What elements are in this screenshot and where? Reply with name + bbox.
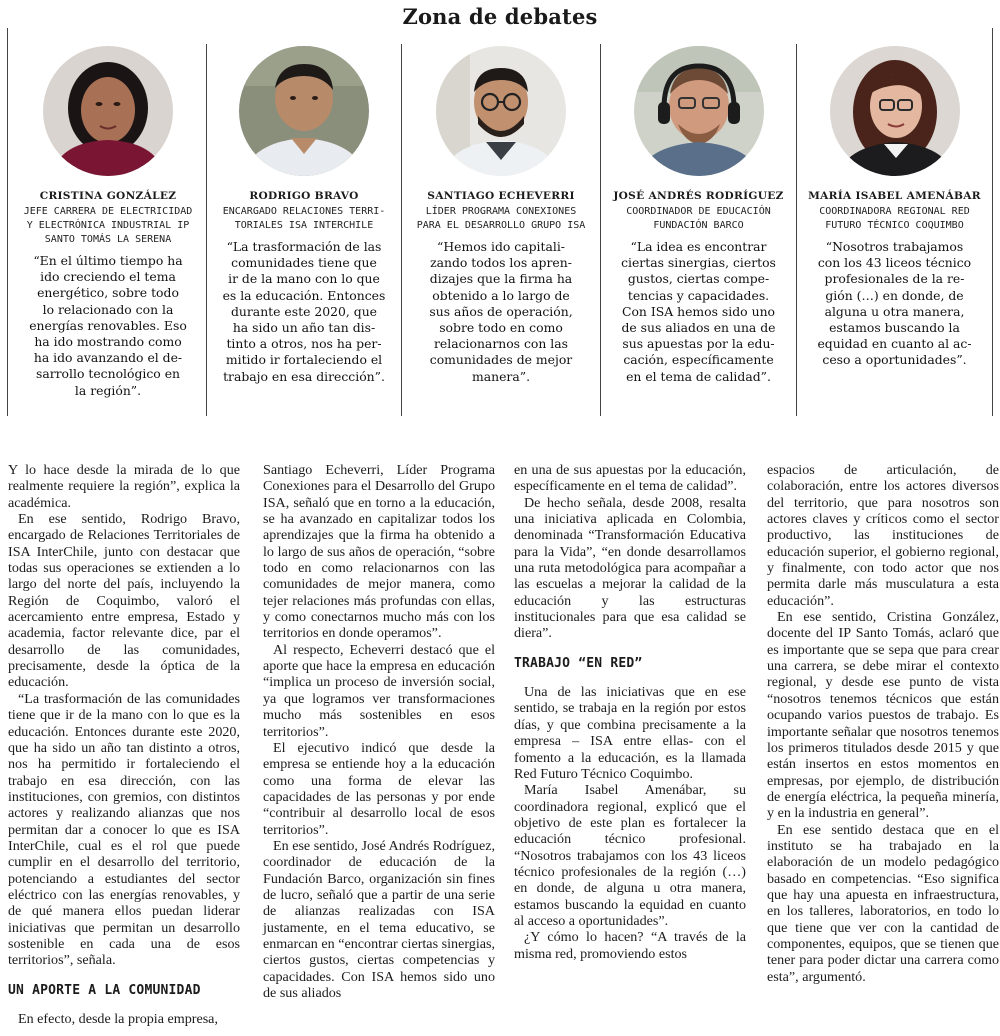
article-paragraph: En efecto, desde la propia empresa, (18, 1011, 218, 1027)
panelist-quote: “Nosotros trabajamos con los 43 liceos técnico profesionales de la re- gión (…) en donde, de alguna u otra manera, estamos buscando la equidad en cuanto al ac- ceso a oportunidades”. (817, 239, 972, 368)
panelist-card (797, 46, 992, 369)
panelist-card (402, 46, 600, 385)
article-paragraph: El ejecutivo indicó que desde la empresa se entiende hoy a la educación como una forma de elevar las capacidades de las personas y por ende “contribuir al desarrollo local de esos territorios”. (263, 739, 495, 838)
article-paragraph: Una de las iniciativas que en ese sentido, se trabaja en la región por estos días, y que combina precisamente a la empresa – ISA entre ellas- con el fomento a la educación, es la llamada Red Futuro Técnico Coquimbo. (514, 684, 746, 782)
portrait-rodrigo-bravo (239, 46, 369, 176)
section-title: Zona de debates (402, 4, 598, 29)
article-paragraph: en una de sus apuestas por la educación, específicamente en el tema de calidad”. (514, 462, 746, 495)
article-paragraph: Y lo hace desde la mirada de lo que realmente requiere la región”, explica la académica. (8, 462, 240, 511)
panelist-name: JOSÉ ANDRÉS RODRÍGUEZ (613, 190, 784, 202)
panelist-quote: “La trasformación de las comunidades tiene que ir de la mano con lo que es la educación. Entonces durante este 2020, que ha sido un año tan dis- tinto a otros, nos ha per- mitido ir fortaleciendo el trabajo en esa dirección”. (222, 239, 386, 384)
panelist-role: ENCARGADO RELACIONES TERRI- TORIALES ISA INTERCHILE (222, 206, 386, 231)
article-paragraph: En ese sentido, Cristina González, docente del IP Santo Tomás, aclaró que es importante que se sepa que para crear una carrera, se debe mirar el contexto regional, y desde ese punto de vista “nosotros tenemos técnicos que están ocupando varios puestos de trabajo. Es importante señalar que nosotros tenemos los primeros titulados desde 2015 y que están insertos en estos momentos en empresas, por ejemplo, de distribución de energía eléctrica, la pequeña minería, y en la industria en general”. (767, 609, 999, 822)
article-paragraph: María Isabel Amenábar, su coordinadora regional, explicó que el objetivo de este plan es fortalecer la educación técnico profesional. “Nosotros trabajamos con los 43 liceos técnico profesionales de la región (…) en donde, de alguna u otra manera, estamos buscando la equidad en cuanto al acceso a oportunidades”. (514, 782, 746, 929)
article-paragraph: Al respecto, Echeverri destacó que el aporte que hace la empresa en educación “implica un proceso de inversión social, ya que logramos ver transformaciones mucho más sostenibles en esos territorios”. (263, 641, 495, 740)
panelist-name: SANTIAGO ECHEVERRI (427, 190, 575, 202)
panelist-card (601, 46, 796, 385)
portrait-santiago-echeverri (436, 46, 566, 176)
panelist-quote: “En el último tiempo ha ido creciendo el tema energético, sobre todo lo relacionado con la energías renovables. Eso ha ido mostrando como ha ido avanzando el de- sarrollo tecnológico en la región”. (29, 253, 187, 398)
portrait-cristina-gonzalez (43, 46, 173, 176)
article-paragraph: En ese sentido, José Andrés Rodríguez, coordinador de educación de la Fundación Barco, organización sin fines de lucro, señaló que a partir de una serie de alianzas realizadas con ISA justamente, en el tema educativo, se enmarcan en “encontrar ciertas sinergias, ciertos gustos, ciertas competencias y capacidades. Con ISA hemos sido uno de sus aliados (263, 837, 495, 1001)
article-paragraph: “La trasformación de las comunidades tiene que ir de la mano con lo que es la educación. Entonces durante este 2020, que ha sido un año tan distinto a otros, nos ha permitido ir fortaleciendo el trabajo en esa dirección, con las instituciones, con gremios, con distintos actores y realizando alianzas que nos permitan dar a conocer lo que es ISA InterChile, cual es el rol que puede cumplir en el desarrollo del territorio, potenciando a estudiantes del sector eléctrico con las energías renovables, y de qué manera ellos puedan liderar iniciativas que permitan un desarrollo sostenible en cada una de esos territorios”, señala. (8, 690, 240, 969)
portrait-maria-isabel-amenabar (830, 46, 960, 176)
article-paragraph: Santiago Echeverri, Líder Programa Conexiones para el Desarrollo del Grupo ISA, señaló que en torno a la educación, se ha avanzado en capitalizar todos los aprendizajes que la firma ha obtenido a lo largo de sus años de operación, “sobre todo en como relacionarnos con las comunidades de mejor manera, como tejer relaciones más profundas con ellas, y como conectarnos mucho más con los territorios en donde operamos”. (263, 462, 495, 642)
card-divider (992, 28, 993, 416)
panelist-card (10, 46, 206, 399)
panelist-name: MARÍA ISABEL AMENÁBAR (808, 190, 981, 202)
panelist-name: RODRIGO BRAVO (249, 190, 359, 202)
article-paragraph: ¿Y cómo lo hacen? “A través de la misma red, promoviendo estos (514, 929, 746, 962)
article-paragraph: espacios de articulación, de colaboración, entre los actores diversos del territorio, que para nosotros son actores claves y críticos como el sector productivo, las instituciones de educación superior, el gobierno regional, y finalmente, con todo actor que nos permita darle más musculatura a esta educación”. (767, 462, 999, 609)
panelist-role: LÍDER PROGRAMA CONEXIONES PARA EL DESARROLLO GRUPO ISA (416, 206, 586, 231)
article-column-2 (263, 462, 495, 1001)
panelist-quote: “La idea es encontrar ciertas sinergias, ciertos gustos, ciertas compe- tencias y capacidades. Con ISA hemos sido uno de sus aliados en una de sus apuestas por la edu- cación, específicamente en el tema de calidad”. (621, 239, 776, 384)
panelist-role: COORDINADOR DE EDUCACIÓN FUNDACIÓN BARCO (626, 206, 771, 231)
article-column-4 (767, 462, 999, 985)
section-subheading: UN APORTE A LA COMUNIDAD (8, 982, 201, 998)
article-column-1 (8, 462, 240, 1027)
article-column-3 (514, 462, 746, 962)
section-subheading: TRABAJO “EN RED” (514, 655, 643, 671)
panelist-role: JEFE CARRERA DE ELECTRICIDAD Y ELECTRÓNICA INDUSTRIAL IP SANTO TOMÁS LA SERENA (23, 206, 193, 245)
panelist-role: COORDINADORA REGIONAL RED FUTURO TÉCNICO COQUIMBO (819, 206, 970, 231)
article-paragraph: En ese sentido, Rodrigo Bravo, encargado de Relaciones Territoriales de ISA InterChile, junto con destacar que todas sus operaciones se extienden a lo largo del norte del país, incluyendo la Región de Coquimbo, valoró el acercamiento entre empresa, Estado y academia, factor relevante dice, par el desarrollo de las comunidades, precisamente, desde la óptica de la educación. (8, 511, 240, 691)
panelist-quote: “Hemos ido capitali- zando todos los apren- dizajes que la firma ha obtenido a lo largo de sus años de operación, sobre todo en como relacionarnos con las comunidades de mejor manera”. (429, 239, 573, 384)
panelist-card (207, 46, 401, 385)
article-paragraph: En ese sentido destaca que en el instituto se ha trabajado en la elaboración de un modelo pedagógico basado en competencias. “Eso significa que hay una apuesta en infraestructura, en los talleres, laboratorios, en todo lo que tiene que ver con la cantidad de componentes, equipos, que se tienen que tener para poder dictar una carrera como esta”, argumentó. (767, 821, 999, 985)
panelist-name: CRISTINA GONZÁLEZ (39, 190, 177, 202)
portrait-jose-andres-rodriguez (634, 46, 764, 176)
article-paragraph: De hecho señala, desde 2008, resalta una iniciativa aplicada en Colombia, denominada “Transformación Educativa para la Vida”, “en donde desarrollamos una ruta metodológica para acompañar a las escuelas a mejorar la calidad de la educación y las estructuras institucionales para que esa calidad se diera”. (514, 494, 746, 642)
card-divider (7, 28, 8, 416)
